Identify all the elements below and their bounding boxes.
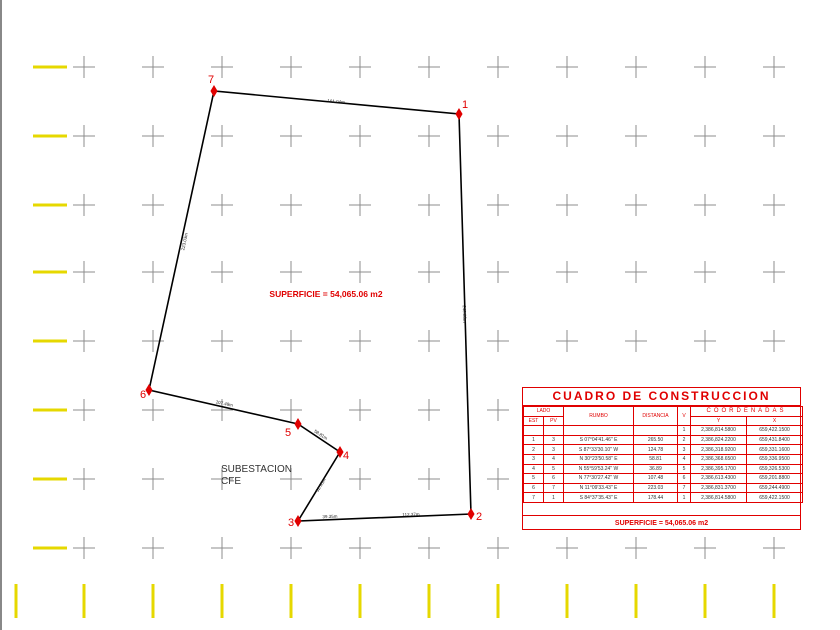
- cell-x: 659,201.8800: [747, 474, 803, 484]
- grid-cross: [211, 194, 233, 216]
- cell-rumbo: S 87°33'30.10" W: [564, 445, 634, 455]
- grid-tick-label-bottom: [704, 584, 707, 618]
- vertex-3: [288, 516, 301, 529]
- grid-cross: [418, 537, 440, 559]
- side-labels: [180, 98, 467, 519]
- grid-cross: [694, 330, 716, 352]
- grid-cross: [142, 399, 164, 421]
- grid-tick-label-bottom: [290, 584, 293, 618]
- table-row: [524, 483, 803, 493]
- cell-est: 1: [524, 435, 544, 445]
- grid-cross: [349, 261, 371, 283]
- cell-v: 6: [678, 474, 691, 484]
- grid-cross: [487, 261, 509, 283]
- cell-est: 7: [524, 493, 544, 503]
- vertex-7: [208, 74, 217, 96]
- grid-cross: [487, 330, 509, 352]
- area-label: SUPERFICIE = 54,065.06 m2: [269, 289, 383, 299]
- table-row: [524, 445, 803, 455]
- cell-distancia: 58.81: [634, 454, 678, 464]
- vertex-1: [456, 99, 468, 119]
- grid-cross: [487, 125, 509, 147]
- grid-tick-label-left: [33, 66, 67, 69]
- cell-y: 2,386,824.2200: [691, 435, 747, 445]
- grid-cross: [280, 194, 302, 216]
- grid-cross: [556, 537, 578, 559]
- property-boundary: [149, 91, 471, 521]
- cell-est: 4: [524, 464, 544, 474]
- grid-cross: [556, 194, 578, 216]
- cell-distancia: 36.89: [634, 464, 678, 474]
- cell-y: 2,386,831.3700: [691, 483, 747, 493]
- cell-x: 659,422.1500: [747, 426, 803, 436]
- grid-cross: [73, 330, 95, 352]
- cell-x: 659,326.5300: [747, 464, 803, 474]
- cell-est: 2: [524, 445, 544, 455]
- grid-cross: [211, 261, 233, 283]
- grid-cross: [418, 330, 440, 352]
- side-label-6-7: 223.03m: [180, 232, 189, 251]
- grid-cross: [625, 56, 647, 78]
- side-label-7-1: 161.04m: [327, 98, 346, 105]
- grid-cross: [694, 261, 716, 283]
- grid-tick-label-left: [33, 204, 67, 207]
- construction-table-grid: [523, 406, 803, 503]
- grid-cross: [211, 330, 233, 352]
- cell-x: 659,244.4900: [747, 483, 803, 493]
- vertex-label-2: 2: [476, 511, 483, 523]
- cell-est: 5: [524, 474, 544, 484]
- cell-rumbo: S 07°04'41.46" E: [564, 435, 634, 445]
- cell-rumbo: N 55°59'53.24" W: [564, 464, 634, 474]
- cell-distancia: 107.48: [634, 474, 678, 484]
- cell-distancia: 178.44: [634, 493, 678, 503]
- grid-cross: [349, 399, 371, 421]
- grid-cross: [280, 330, 302, 352]
- grid-cross: [142, 261, 164, 283]
- header-y: Y: [691, 416, 747, 426]
- cell-v: 7: [678, 483, 691, 493]
- header-v: V: [678, 407, 691, 426]
- grid-cross: [625, 194, 647, 216]
- substation-label-line1: SUBESTACION: [221, 464, 292, 475]
- grid-cross: [763, 194, 785, 216]
- grid-cross: [625, 537, 647, 559]
- grid-cross: [556, 330, 578, 352]
- table-row: [524, 474, 803, 484]
- grid-cross: [142, 537, 164, 559]
- grid-cross: [694, 537, 716, 559]
- cell-y: 2,386,814.5800: [691, 493, 747, 503]
- cell-y: 2,386,613.4300: [691, 474, 747, 484]
- grid-cross: [487, 537, 509, 559]
- cell-rumbo: N 30°23'50.58" E: [564, 454, 634, 464]
- grid-cross: [487, 468, 509, 490]
- cell-v: 1: [678, 493, 691, 503]
- construction-table: [522, 387, 801, 530]
- grid-cross: [280, 125, 302, 147]
- header-lado: LADO: [524, 407, 564, 417]
- vertex-label-3: 3: [288, 517, 295, 529]
- grid-cross: [763, 261, 785, 283]
- cell-y: 2,386,395.1700: [691, 464, 747, 474]
- substation-label-line2: CFE: [221, 476, 241, 487]
- grid-cross: [349, 194, 371, 216]
- cell-v: 4: [678, 454, 691, 464]
- table-row: [524, 464, 803, 474]
- header-rumbo: RUMBO: [564, 407, 634, 426]
- grid-tick-label-bottom: [221, 584, 224, 618]
- coordinate-grid: [15, 56, 786, 618]
- cell-est: 3: [524, 454, 544, 464]
- grid-cross: [211, 56, 233, 78]
- table-row: [524, 493, 803, 503]
- grid-cross: [418, 261, 440, 283]
- grid-cross: [418, 399, 440, 421]
- vertex-label-7: 7: [208, 74, 215, 86]
- grid-tick-label-left: [33, 409, 67, 412]
- cell-distancia: 124.78: [634, 445, 678, 455]
- grid-tick-label-bottom: [152, 584, 155, 618]
- grid-cross: [763, 330, 785, 352]
- cell-x: 659,331.1600: [747, 445, 803, 455]
- cell-y: 2,386,318.9200: [691, 445, 747, 455]
- construction-table-title: CUADRO DE CONSTRUCCION: [523, 388, 800, 406]
- grid-cross: [763, 537, 785, 559]
- cell-y: 2,386,814.5800: [691, 426, 747, 436]
- side-label-5-6: 107.48m: [215, 399, 234, 408]
- table-row: [524, 435, 803, 445]
- side-label-2-3b: 39.35m: [322, 513, 338, 520]
- cell-y: 2,386,368.6500: [691, 454, 747, 464]
- grid-cross: [694, 194, 716, 216]
- grid-cross: [694, 56, 716, 78]
- grid-cross: [142, 56, 164, 78]
- vertex-label-1: 1: [462, 99, 469, 111]
- grid-cross: [211, 537, 233, 559]
- grid-cross: [418, 194, 440, 216]
- grid-cross: [73, 399, 95, 421]
- table-row: [524, 426, 803, 436]
- grid-cross: [349, 56, 371, 78]
- vertex-markers: [140, 74, 482, 529]
- grid-tick-label-bottom: [566, 584, 569, 618]
- cell-x: 659,431.8400: [747, 435, 803, 445]
- side-label-4-5: 58.81m: [313, 428, 329, 441]
- grid-tick-label-bottom: [497, 584, 500, 618]
- grid-cross: [211, 125, 233, 147]
- grid-cross: [280, 399, 302, 421]
- grid-tick-label-left: [33, 135, 67, 138]
- table-row: [524, 454, 803, 464]
- grid-cross: [418, 56, 440, 78]
- grid-tick-label-bottom: [773, 584, 776, 618]
- cell-distancia: 223.03: [634, 483, 678, 493]
- cell-pv: 6: [544, 474, 564, 484]
- grid-cross: [349, 468, 371, 490]
- header-pv: PV: [544, 416, 564, 426]
- grid-cross: [73, 537, 95, 559]
- vertex-label-6: 6: [140, 389, 147, 401]
- cell-v: 2: [678, 435, 691, 445]
- cell-pv: 7: [544, 483, 564, 493]
- grid-cross: [625, 330, 647, 352]
- header-distancia: DISTANCIA: [634, 407, 678, 426]
- vertex-2: [468, 509, 482, 523]
- grid-cross: [73, 125, 95, 147]
- cell-pv: 3: [544, 435, 564, 445]
- grid-cross: [73, 194, 95, 216]
- vertex-label-5: 5: [285, 427, 292, 439]
- vertex-6: [140, 385, 152, 401]
- header-coordenadas: COORDENADAS: [691, 407, 803, 417]
- grid-cross: [349, 125, 371, 147]
- grid-cross: [280, 261, 302, 283]
- grid-cross: [280, 537, 302, 559]
- side-label-1-2: 240.83m: [461, 305, 468, 323]
- grid-cross: [763, 56, 785, 78]
- grid-cross: [73, 468, 95, 490]
- grid-cross: [73, 56, 95, 78]
- cell-rumbo: N 11°09'33.43" E: [564, 483, 634, 493]
- grid-cross: [142, 194, 164, 216]
- grid-cross: [349, 330, 371, 352]
- cell-v: 5: [678, 464, 691, 474]
- grid-cross: [73, 261, 95, 283]
- cell-x: 659,422.1500: [747, 493, 803, 503]
- cell-pv: 1: [544, 493, 564, 503]
- grid-cross: [280, 56, 302, 78]
- cell-rumbo: N 77°30'27.42" W: [564, 474, 634, 484]
- header-x: X: [747, 416, 803, 426]
- grid-tick-label-bottom: [428, 584, 431, 618]
- grid-tick-label-left: [33, 547, 67, 550]
- construction-table-superficie: SUPERFICIE = 54,065.06 m2: [523, 515, 800, 527]
- cell-pv: 4: [544, 454, 564, 464]
- cell-v: 3: [678, 445, 691, 455]
- grid-cross: [556, 261, 578, 283]
- grid-tick-label-bottom: [15, 584, 18, 618]
- cell-rumbo: S 84°37'35.43" E: [564, 493, 634, 503]
- vertex-label-4: 4: [343, 450, 350, 462]
- table-header-row-1: [524, 407, 803, 417]
- grid-cross: [418, 125, 440, 147]
- header-est: EST: [524, 416, 544, 426]
- grid-cross: [556, 56, 578, 78]
- grid-cross: [487, 56, 509, 78]
- cell-pv: 3: [544, 445, 564, 455]
- cell-est: 6: [524, 483, 544, 493]
- grid-cross: [487, 399, 509, 421]
- grid-tick-label-bottom: [359, 584, 362, 618]
- grid-cross: [763, 125, 785, 147]
- grid-tick-label-left: [33, 478, 67, 481]
- grid-cross: [694, 125, 716, 147]
- grid-cross: [142, 468, 164, 490]
- vertex-4: [337, 447, 349, 462]
- grid-tick-label-left: [33, 340, 67, 343]
- grid-cross: [142, 125, 164, 147]
- side-label-3-4: 52.93m: [314, 477, 327, 493]
- grid-cross: [556, 125, 578, 147]
- cell-distancia: 265.50: [634, 435, 678, 445]
- grid-cross: [487, 194, 509, 216]
- cell-x: 659,336.9500: [747, 454, 803, 464]
- grid-cross: [625, 125, 647, 147]
- grid-cross: [349, 537, 371, 559]
- cell-pv: 5: [544, 464, 564, 474]
- side-label-2-3a: 112.37m: [402, 511, 420, 518]
- grid-tick-label-bottom: [83, 584, 86, 618]
- grid-cross: [625, 261, 647, 283]
- grid-cross: [418, 468, 440, 490]
- grid-tick-label-left: [33, 271, 67, 274]
- cell-v: 1: [678, 426, 691, 436]
- grid-tick-label-bottom: [635, 584, 638, 618]
